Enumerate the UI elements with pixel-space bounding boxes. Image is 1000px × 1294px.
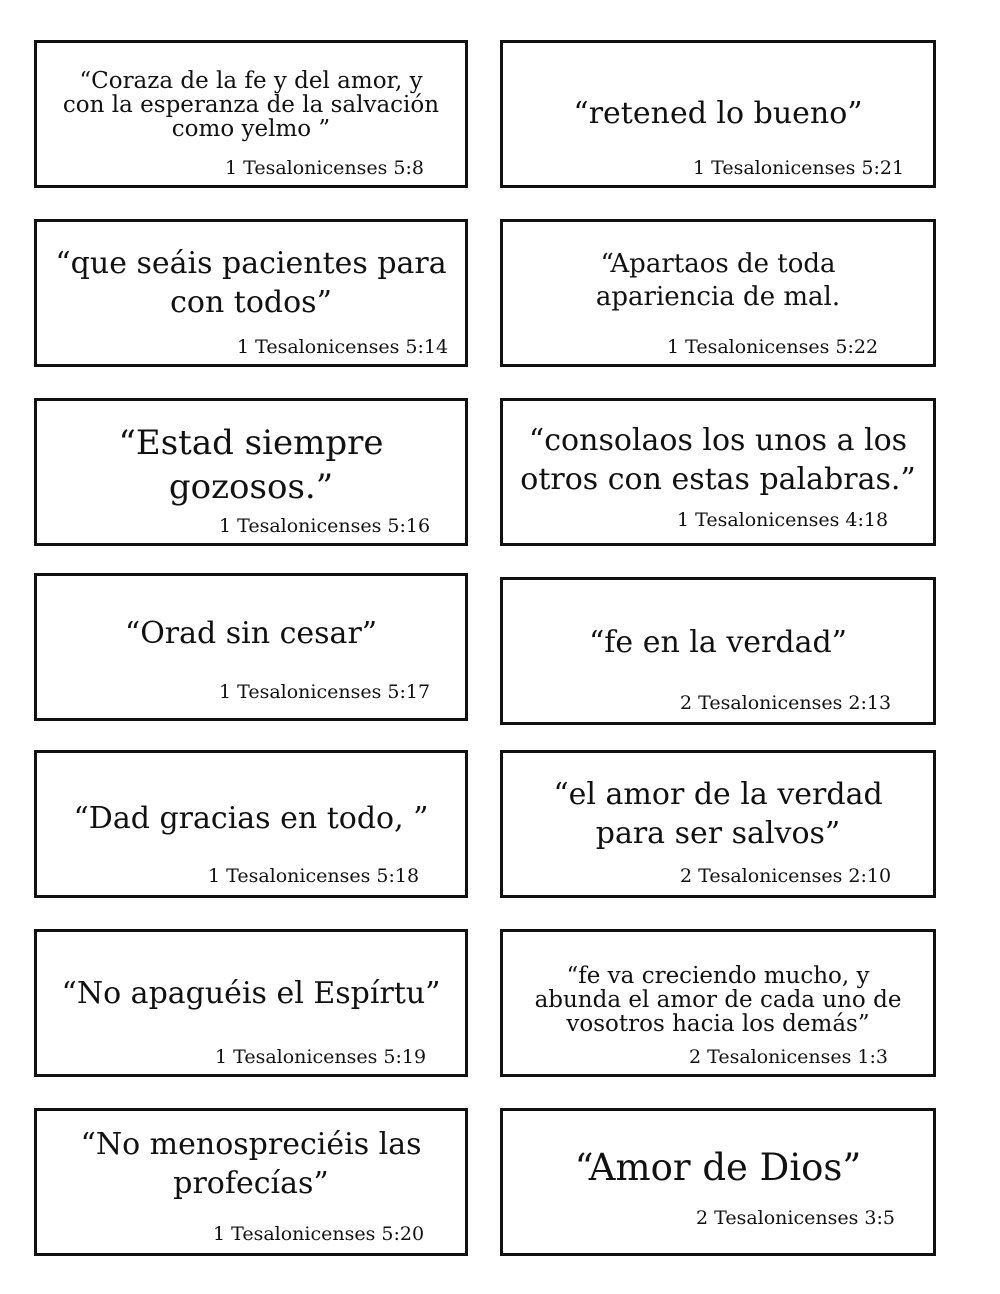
verse-reference: 1 Tesalonicenses 5:22: [667, 336, 879, 358]
verse-card: [34, 1108, 468, 1256]
verse-reference: 2 Tesalonicenses 2:13: [680, 692, 892, 714]
verse-text: “Apartaos de toda apariencia de mal.: [595, 249, 841, 312]
verse-card: [500, 929, 936, 1077]
verse-text: “No apaguéis el Espírtu”: [61, 976, 441, 1011]
verse-reference: 2 Tesalonicenses 3:5: [696, 1207, 895, 1229]
verse-card: [34, 573, 468, 721]
verse-card: [500, 750, 936, 898]
verse-card: [500, 577, 936, 725]
verse-text: “No menospreciéis las profecías”: [80, 1127, 422, 1201]
verse-reference: 2 Tesalonicenses 1:3: [689, 1046, 888, 1068]
verse-text: “que seáis pacientes para con todos”: [55, 246, 447, 320]
verse-reference: 2 Tesalonicenses 2:10: [680, 865, 892, 887]
verse-reference: 1 Tesalonicenses 5:17: [219, 681, 431, 703]
verse-card: [500, 398, 936, 546]
verse-card: [34, 219, 468, 367]
verse-text: “fe en la verdad”: [588, 625, 848, 660]
verse-card: [34, 40, 468, 188]
verse-text: “Dad gracias en todo, ”: [73, 801, 429, 836]
verse-text: “consolaos los unos a los otros con estas palabras.”: [520, 423, 916, 497]
verse-text: “Orad sin cesar”: [124, 616, 378, 651]
verse-card: [500, 1108, 936, 1256]
verse-text: “retened lo bueno”: [573, 96, 863, 131]
verse-text: “fe va creciendo mucho, y abunda el amor de cada uno de vosotros hacia los demás”: [534, 963, 902, 1037]
verse-reference: 1 Tesalonicenses 4:18: [677, 509, 889, 531]
verse-reference: 1 Tesalonicenses 5:14: [237, 336, 449, 358]
verse-text: “Amor de Dios”: [574, 1146, 862, 1189]
verse-card: [500, 40, 936, 188]
verse-card: [34, 750, 468, 898]
verse-text: “Estad siempre gozosos.”: [118, 423, 384, 507]
verse-reference: 1 Tesalonicenses 5:20: [213, 1223, 425, 1245]
verse-reference: 1 Tesalonicenses 5:21: [693, 157, 905, 179]
verse-card: [34, 929, 468, 1077]
verse-reference: 1 Tesalonicenses 5:19: [215, 1046, 427, 1068]
verse-text: “el amor de la verdad para ser salvos”: [553, 777, 883, 851]
verse-reference: 1 Tesalonicenses 5:8: [225, 157, 424, 179]
verse-reference: 1 Tesalonicenses 5:18: [208, 865, 420, 887]
verse-text: “Coraza de la fe y del amor, y con la esperanza de la salvación como yelmo ”: [62, 68, 440, 142]
verse-reference: 1 Tesalonicenses 5:16: [219, 515, 431, 537]
verse-card: [500, 219, 936, 367]
verse-card: [34, 398, 468, 546]
